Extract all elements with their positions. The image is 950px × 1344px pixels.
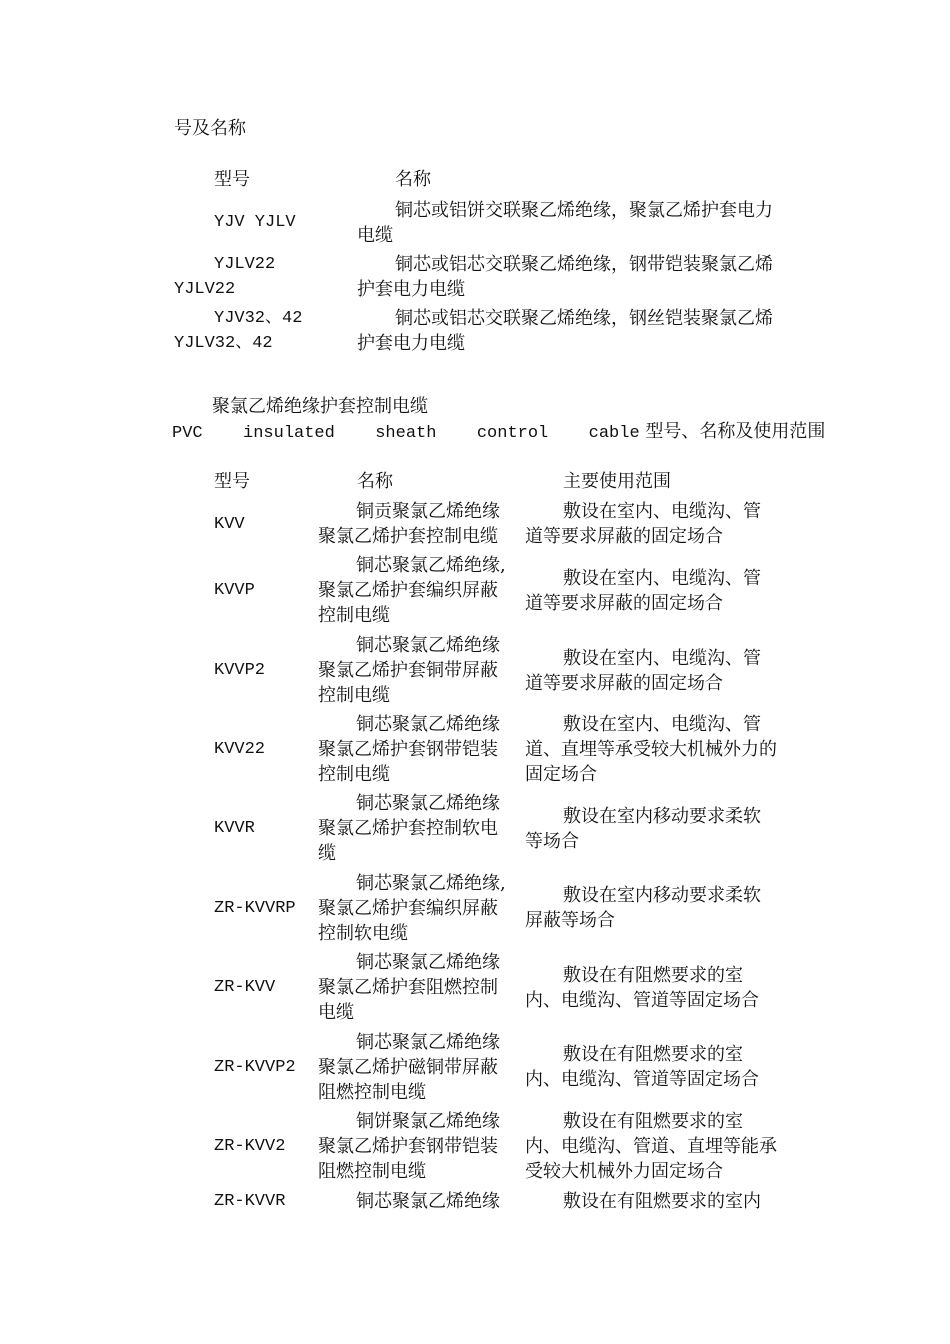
table-row-4-name: 铜芯聚氯乙烯绝缘聚氯乙烯护套控制软电缆 (318, 793, 500, 864)
table-row-5-model: ZR-KVVRP (214, 899, 296, 918)
section1-row-1-name: 铜芯或铝芯交联聚乙烯绝缘，钢带铠装聚氯乙烯护套电力电缆 (357, 254, 773, 300)
table-row-9-model: ZR-KVVR (214, 1192, 286, 1211)
table-row-5-use: 敷设在室内移动要求柔软屏蔽等场合 (525, 885, 761, 931)
table-row-0-use: 敷设在室内、电缆沟、管道等要求屏蔽的固定场合 (525, 501, 761, 547)
section2-title-cn: 聚氯乙烯绝缘护套控制电缆 (212, 396, 428, 417)
section1-heading: 号及名称 (174, 118, 246, 139)
section2-col-name: 名称 (357, 471, 393, 492)
section1-row-2-name: 铜芯或铝芯交联聚乙烯绝缘，钢丝铠装聚氯乙烯护套电力电缆 (357, 308, 773, 354)
section1-row-1-model-a: YJLV22 (214, 255, 276, 274)
table-row-0-name: 铜贡聚氯乙烯绝缘聚氯乙烯护套控制电缆 (318, 501, 500, 547)
table-row-3-model: KVV22 (214, 740, 266, 759)
table-row-4-use: 敷设在室内移动要求柔软等场合 (525, 806, 761, 852)
table-row-7-model: ZR-KVVP2 (214, 1058, 296, 1077)
section2-title-line (172, 419, 825, 446)
table-row-8-use: 敷设在有阻燃要求的室内、电缆沟、管道、直埋等能承受较大机械外力固定场合 (525, 1111, 777, 1182)
section1-col-name: 名称 (395, 169, 431, 190)
table-row-6-name: 铜芯聚氯乙烯绝缘聚氯乙烯护套阻燃控制电缆 (318, 952, 500, 1023)
table-row-4-model: KVVR (214, 819, 255, 838)
section2-title-en: PVC insulated sheath control cable (172, 424, 640, 443)
table-row-8-name: 铜饼聚氯乙烯绝缘聚氯乙烯护套钢带铠装阻燃控制电缆 (318, 1111, 500, 1182)
section1-row-1-model-b: YJLV22 (174, 280, 236, 299)
table-row-2-use: 敷设在室内、电缆沟、管道等要求屏蔽的固定场合 (525, 648, 761, 694)
table-row-0-model: KVV (214, 515, 245, 534)
section1-row-2-model-b: YJLV32、42 (174, 334, 273, 353)
section1-col-model: 型号 (214, 169, 250, 190)
table-row-9-name: 铜芯聚氯乙烯绝缘 (356, 1191, 500, 1212)
section1-row-2-model-a: YJV32、42 (214, 309, 303, 328)
table-row-1-model: KVVP (214, 581, 255, 600)
table-row-3-name: 铜芯聚氯乙烯绝缘聚氯乙烯护套钢带铠装控制电缆 (318, 714, 500, 785)
table-row-7-use: 敷设在有阻燃要求的室内、电缆沟、管道等固定场合 (525, 1044, 759, 1090)
table-row-8-model: ZR-KVV2 (214, 1137, 286, 1156)
section2-title-suffix: 型号、名称及使用范围 (645, 421, 826, 442)
section2-col-model: 型号 (214, 471, 250, 492)
section1-row-0-model: YJV YJLV (214, 213, 296, 232)
section1-row-0-name: 铜芯或铝饼交联聚乙烯绝缘，聚氯乙烯护套电力电缆 (357, 200, 773, 246)
table-row-3-use: 敷设在室内、电缆沟、管道、直埋等承受较大机械外力的固定场合 (525, 714, 777, 785)
table-row-2-model: KVVP2 (214, 661, 266, 680)
table-row-9-use: 敷设在有阻燃要求的室内 (563, 1191, 761, 1212)
table-row-1-name: 铜芯聚氯乙烯绝缘,聚氯乙烯护套编织屏蔽控制电缆 (318, 555, 506, 626)
section2-col-use: 主要使用范围 (563, 471, 671, 492)
table-row-5-name: 铜芯聚氯乙烯绝缘,聚氯乙烯护套编织屏蔽控制软电缆 (318, 873, 506, 944)
table-row-6-use: 敷设在有阻燃要求的室内、电缆沟、管道等固定场合 (525, 965, 759, 1011)
table-row-2-name: 铜芯聚氯乙烯绝缘聚氯乙烯护套铜带屏蔽控制电缆 (318, 635, 500, 706)
table-row-6-model: ZR-KVV (214, 978, 276, 997)
table-row-1-use: 敷设在室内、电缆沟、管道等要求屏蔽的固定场合 (525, 568, 761, 614)
table-row-7-name: 铜芯聚氯乙烯绝缘聚氯乙烯护磁铜带屏蔽阻燃控制电缆 (318, 1032, 500, 1103)
